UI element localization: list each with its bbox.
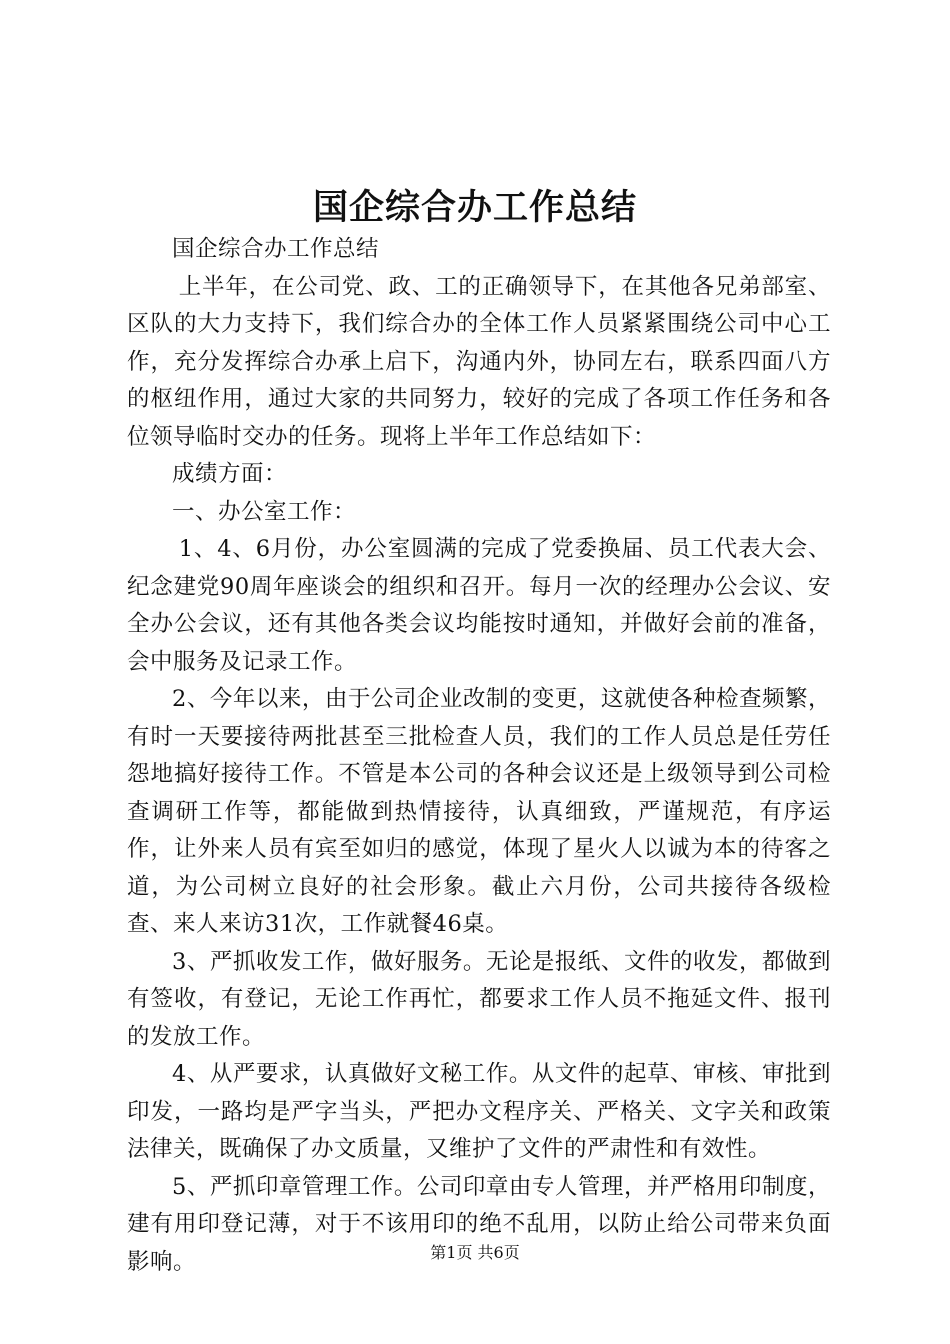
document-title: 国企综合办工作总结 <box>312 187 637 228</box>
paragraph-item-1: 1、4、6月份，办公室圆满的完成了党委换届、员工代表大会、纪念建党90周年座谈会的组织和召开。每月一次的经理办公会议、安全办公会议，还有其他各类会议均能按时通知，并做好会前的准备，会中服务及记录工作。 <box>127 536 831 675</box>
paragraph-item-4: 4、从严要求，认真做好文秘工作。从文件的起草、审核、审批到印发，一路均是严字当头，严把办文程序关、严格关、文字关和政策法律关，既确保了办文质量，又维护了文件的严肃性和有效性。 <box>127 1061 831 1162</box>
paragraph-item-5: 5、严抓印章管理工作。公司印章由专人管理，并严格用印制度，建有用印登记薄，对于不该用印的绝不乱用，以防止给公司带来负面影响。 <box>127 1173 831 1275</box>
paragraph-intro: 上半年，在公司党、政、工的正确领导下，在其他各兄弟部室、区队的大力支持下，我们综合办的全体工作人员紧紧围绕公司中心工作，充分发挥综合办承上启下，沟通内外，协同左右，联系四面八方的枢纽作用，通过大家的共同努力，较好的完成了各项工作任务和各位领导临时交办的任务。现将上半年工作总结如下： <box>127 273 831 450</box>
paragraph-subtitle: 国企综合办工作总结 <box>172 236 380 262</box>
paragraph-office-work-heading: 一、办公室工作： <box>172 498 357 525</box>
page-number: 第1页 共6页 <box>430 1243 520 1262</box>
paragraph-item-3: 3、严抓收发工作，做好服务。无论是报纸、文件的收发，都做到有签收，有登记，无论工作再忙，都要求工作人员不拖延文件、报刊的发放工作。 <box>127 948 831 1050</box>
paragraph-item-2: 2、今年以来，由于公司企业改制的变更，这就使各种检查频繁，有时一天要接待两批甚至三批检查人员，我们的工作人员总是任劳任怨地搞好接待工作。不管是本公司的各种会议还是上级领导到公司检查调研工作等，都能做到热情接待，认真细致，严谨规范，有序运作，让外来人员有宾至如归的感觉，体现了星火人以诚为本的待客之道，为公司树立良好的社会形象。截止六月份，公司共接待各级检查、来人来访31次，工作就餐46桌。 <box>127 686 831 937</box>
document-body <box>127 231 831 1281</box>
paragraph-achievements-heading: 成绩方面： <box>172 461 288 487</box>
